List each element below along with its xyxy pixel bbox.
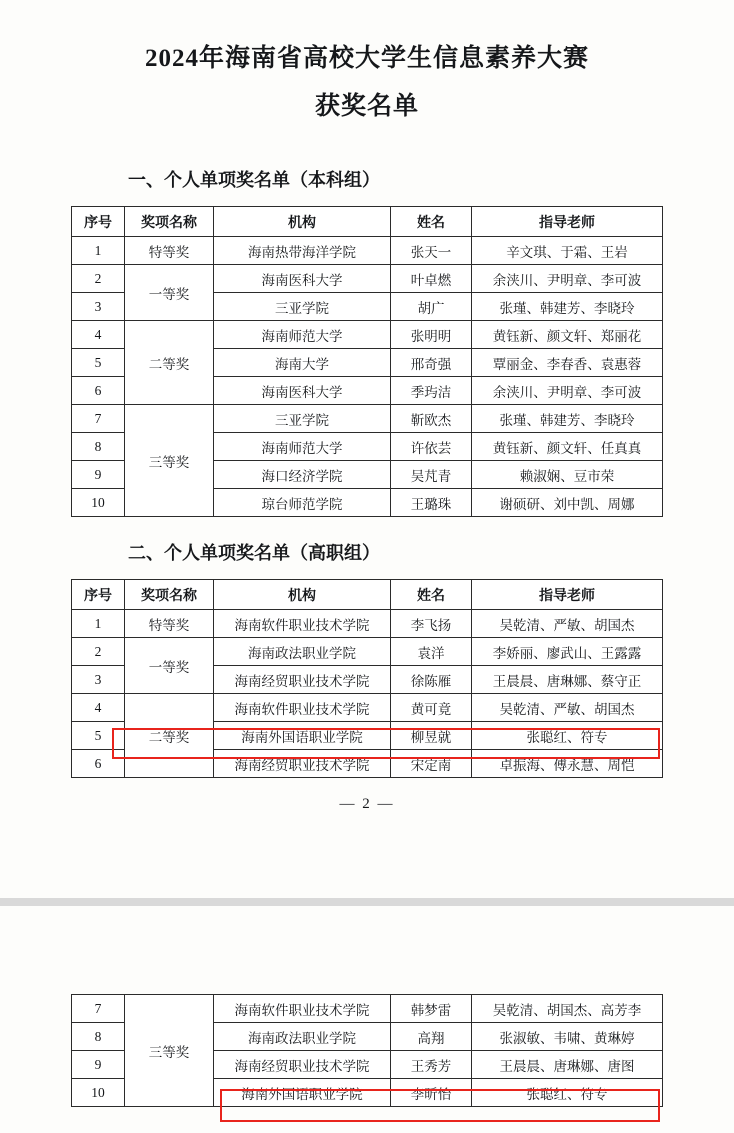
cell-name: 王秀芳 [391,1051,472,1079]
column-header-name: 姓名 [391,207,472,237]
cell-org: 海南外国语职业学院 [214,1079,391,1107]
cell-name: 李昕怡 [391,1079,472,1107]
cell-teacher: 辛文琪、于霜、王岩 [472,237,663,265]
cell-org: 海口经济学院 [214,461,391,489]
cell-no: 10 [72,489,125,517]
column-header-org: 机构 [214,580,391,610]
column-header-no: 序号 [72,580,125,610]
cell-no: 3 [72,666,125,694]
cell-teacher: 吴乾清、严敏、胡国杰 [472,694,663,722]
cell-award: 一等奖 [125,265,214,321]
cell-no: 1 [72,237,125,265]
cell-name: 高翔 [391,1023,472,1051]
cell-name: 吴芃青 [391,461,472,489]
table-header-row [72,580,663,610]
cell-name: 王璐珠 [391,489,472,517]
table-row [72,237,663,265]
cell-name: 叶卓燃 [391,265,472,293]
cell-teacher: 张聪红、符专 [472,1079,663,1107]
cell-teacher: 王晨晨、唐琳娜、蔡守正 [472,666,663,694]
cell-name: 胡广 [391,293,472,321]
cell-teacher: 张瑾、韩建芳、李晓玲 [472,293,663,321]
column-header-award: 奖项名称 [125,580,214,610]
cell-no: 2 [72,638,125,666]
cell-name: 柳昱就 [391,722,472,750]
page-title-line-1: 2024年海南省高校大学生信息素养大赛 [144,45,589,72]
column-header-name: 姓名 [391,580,472,610]
award-table-vocational-continued [71,994,663,1107]
section-heading-vocational: 二、个人单项奖名单（高职组） [128,543,380,563]
cell-org: 三亚学院 [214,405,391,433]
sheet-divider [0,898,734,906]
cell-org: 三亚学院 [214,293,391,321]
cell-org: 海南师范大学 [214,433,391,461]
cell-teacher: 赖淑娴、豆市荣 [472,461,663,489]
column-header-no: 序号 [72,207,125,237]
column-header-award: 奖项名称 [125,207,214,237]
cell-teacher: 谢硕研、刘中凯、周娜 [472,489,663,517]
cell-name: 靳欧杰 [391,405,472,433]
cell-org: 海南经贸职业技术学院 [214,750,391,778]
cell-no: 10 [72,1079,125,1107]
cell-teacher: 吴乾清、严敏、胡国杰 [472,610,663,638]
cell-award: 三等奖 [125,995,214,1107]
cell-org: 海南政法职业学院 [214,1023,391,1051]
cell-name: 韩梦雷 [391,995,472,1023]
cell-name: 黄可竟 [391,694,472,722]
cell-no: 8 [72,1023,125,1051]
cell-name: 邢奇强 [391,349,472,377]
cell-teacher: 黄钰新、颜文轩、任真真 [472,433,663,461]
cell-teacher: 王晨晨、唐琳娜、唐图 [472,1051,663,1079]
cell-no: 1 [72,610,125,638]
cell-no: 7 [72,995,125,1023]
cell-teacher: 张聪红、符专 [472,722,663,750]
cell-name: 张天一 [391,237,472,265]
cell-no: 8 [72,433,125,461]
scan-sheet-bottom [0,906,734,1133]
cell-award: 二等奖 [125,694,214,778]
cell-teacher: 吴乾清、胡国杰、高芳李 [472,995,663,1023]
cell-org: 海南外国语职业学院 [214,722,391,750]
cell-no: 7 [72,405,125,433]
table-header-row [72,207,663,237]
cell-org: 海南热带海洋学院 [214,237,391,265]
column-header-teacher: 指导老师 [472,580,663,610]
cell-org: 海南经贸职业技术学院 [214,666,391,694]
page-number: — 2 — [339,796,395,812]
cell-name: 李飞扬 [391,610,472,638]
cell-no: 2 [72,265,125,293]
page-title-line-2: 获奖名单 [314,93,419,120]
cell-no: 5 [72,349,125,377]
cell-no: 4 [72,321,125,349]
award-table-undergraduate [71,206,663,517]
cell-no: 4 [72,694,125,722]
cell-award: 特等奖 [125,610,214,638]
cell-teacher: 余浃川、尹明章、李可波 [472,265,663,293]
cell-org: 海南师范大学 [214,321,391,349]
cell-teacher: 卓振海、傅永慧、周恺 [472,750,663,778]
cell-org: 海南政法职业学院 [214,638,391,666]
cell-org: 海南软件职业技术学院 [214,995,391,1023]
cell-no: 6 [72,377,125,405]
column-header-org: 机构 [214,207,391,237]
cell-no: 9 [72,1051,125,1079]
cell-name: 季玙洁 [391,377,472,405]
cell-award: 一等奖 [125,638,214,694]
cell-org: 海南大学 [214,349,391,377]
cell-org: 琼台师范学院 [214,489,391,517]
table-row [72,405,663,433]
cell-name: 徐陈雁 [391,666,472,694]
table-row [72,638,663,666]
table-row [72,694,663,722]
table-row [72,995,663,1023]
cell-no: 6 [72,750,125,778]
cell-name: 宋定南 [391,750,472,778]
cell-no: 9 [72,461,125,489]
award-table-vocational [71,579,663,778]
section-heading-undergraduate: 一、个人单项奖名单（本科组） [128,170,380,190]
table-row [72,321,663,349]
cell-award: 特等奖 [125,237,214,265]
table-row [72,265,663,293]
cell-org: 海南医科大学 [214,377,391,405]
cell-teacher: 余浃川、尹明章、李可波 [472,377,663,405]
cell-teacher: 张瑾、韩建芳、李晓玲 [472,405,663,433]
column-header-teacher: 指导老师 [472,207,663,237]
cell-teacher: 黄钰新、颜文轩、郑丽花 [472,321,663,349]
cell-award: 三等奖 [125,405,214,517]
cell-org: 海南软件职业技术学院 [214,610,391,638]
cell-org: 海南软件职业技术学院 [214,694,391,722]
cell-no: 5 [72,722,125,750]
cell-award: 二等奖 [125,321,214,405]
table-row [72,610,663,638]
cell-name: 张明明 [391,321,472,349]
cell-no: 3 [72,293,125,321]
cell-teacher: 覃丽金、李春香、袁惠蓉 [472,349,663,377]
cell-name: 许依芸 [391,433,472,461]
cell-name: 袁洋 [391,638,472,666]
cell-org: 海南医科大学 [214,265,391,293]
cell-org: 海南经贸职业技术学院 [214,1051,391,1079]
cell-teacher: 张淑敏、韦啸、黄琳婷 [472,1023,663,1051]
cell-teacher: 李娇丽、廖武山、王露露 [472,638,663,666]
